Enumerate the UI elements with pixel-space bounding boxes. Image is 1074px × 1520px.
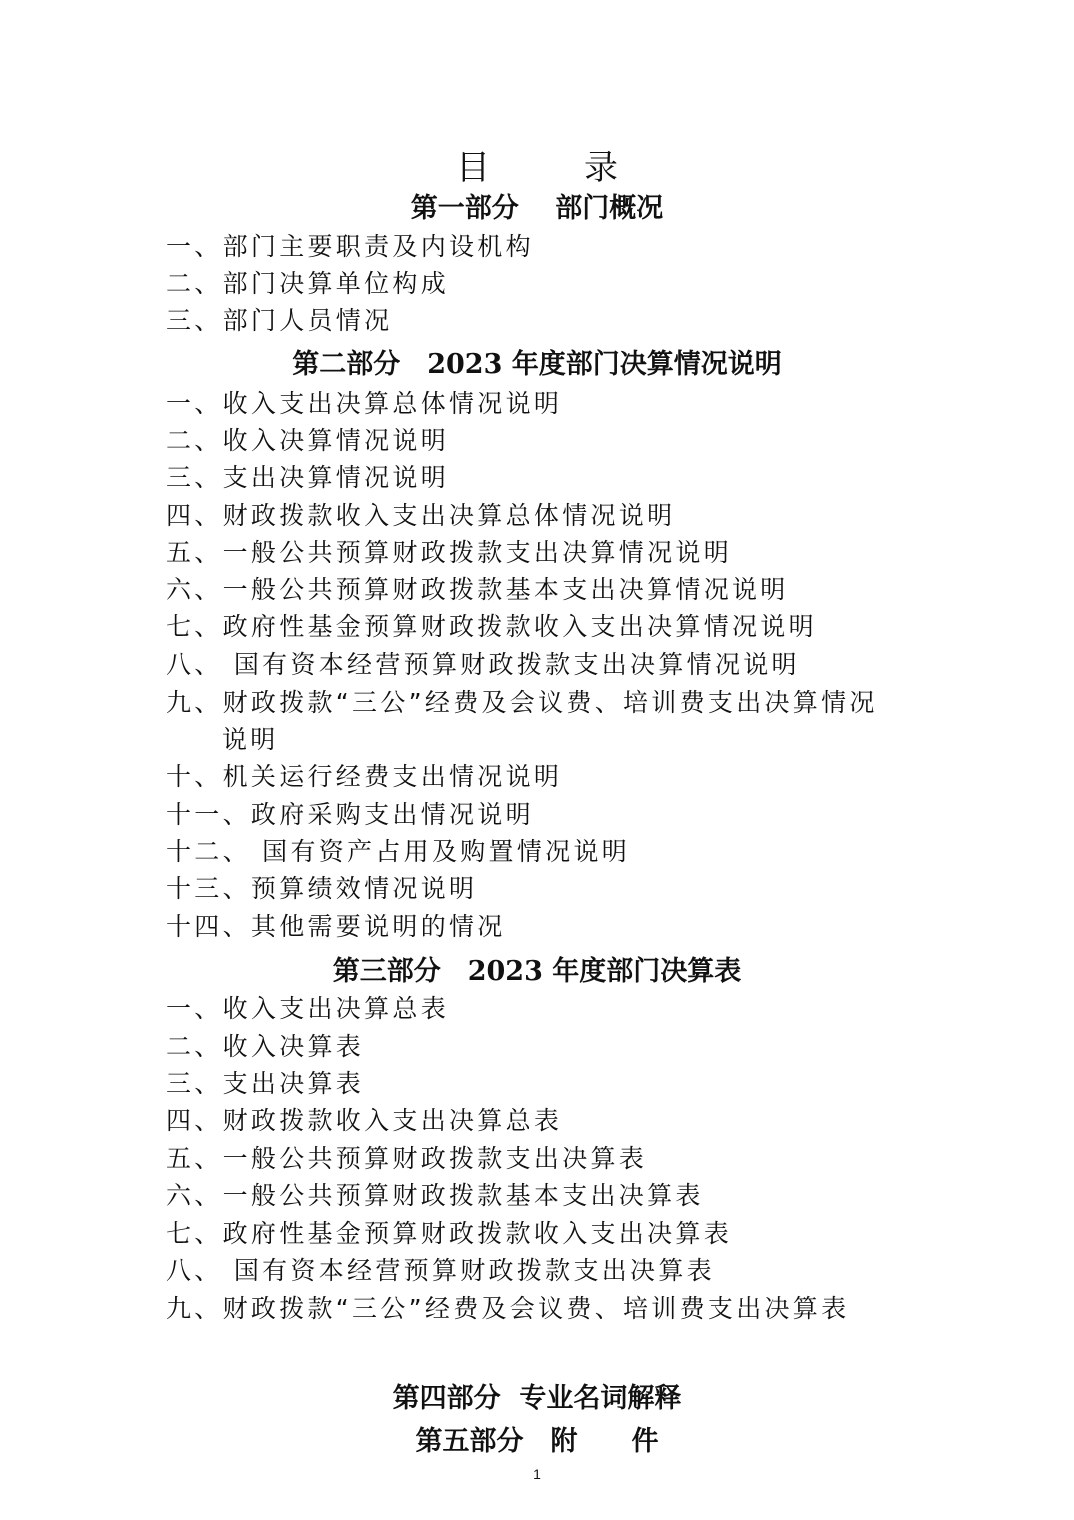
toc-item: 二、部门决算单位构成 [166,269,450,298]
toc-item: 七、政府性基金预算财政拨款收入支出决算情况说明 [166,612,817,641]
toc-item-continuation: 说明 [222,725,279,754]
toc-item: 九、财政拨款“三公”经费及会议费、培训费支出决算情况 [166,688,878,717]
toc-item: 八、 国有资本经营预算财政拨款支出决算表 [166,1256,715,1285]
toc-item: 四、财政拨款收入支出决算总体情况说明 [166,501,676,530]
toc-item: 一、收入支出决算总体情况说明 [166,389,563,418]
toc-item: 七、政府性基金预算财政拨款收入支出决算表 [166,1219,733,1248]
section-heading-part1: 第一部分 部门概况 [410,193,664,224]
toc-item: 九、财政拨款“三公”经费及会议费、培训费支出决算表 [166,1294,850,1323]
toc-item: 十、机关运行经费支出情况说明 [166,762,563,791]
toc-item: 三、支出决算情况说明 [166,463,450,492]
toc-title: 目 录 [456,148,648,188]
toc-item: 三、部门人员情况 [166,306,393,335]
section-heading-part4: 第四部分 专业名词解释 [392,1383,682,1414]
toc-item: 八、 国有资本经营预算财政拨款支出决算情况说明 [166,650,800,679]
toc-item: 二、收入决算表 [166,1032,365,1061]
toc-item: 六、一般公共预算财政拨款基本支出决算表 [166,1181,704,1210]
toc-item: 十三、预算绩效情况说明 [166,874,478,903]
section-heading-part3: 第三部分 2023 年度部门决算表 [332,956,742,987]
toc-item: 十四、其他需要说明的情况 [166,912,506,941]
toc-item: 四、财政拨款收入支出决算总表 [166,1106,563,1135]
page-number: 1 [533,1466,541,1482]
toc-item: 一、部门主要职责及内设机构 [166,232,534,261]
toc-item: 十一、政府采购支出情况说明 [166,800,534,829]
toc-item: 十二、 国有资产占用及购置情况说明 [166,837,631,866]
toc-item: 三、支出决算表 [166,1069,365,1098]
toc-item: 五、一般公共预算财政拨款支出决算情况说明 [166,538,733,567]
toc-item: 二、收入决算情况说明 [166,426,450,455]
section-heading-part5: 第五部分 附 件 [415,1426,659,1457]
toc-item: 一、收入支出决算总表 [166,994,450,1023]
toc-item: 六、一般公共预算财政拨款基本支出决算情况说明 [166,575,789,604]
toc-item: 五、一般公共预算财政拨款支出决算表 [166,1144,648,1173]
section-heading-part2: 第二部分 2023 年度部门决算情况说明 [292,349,782,380]
